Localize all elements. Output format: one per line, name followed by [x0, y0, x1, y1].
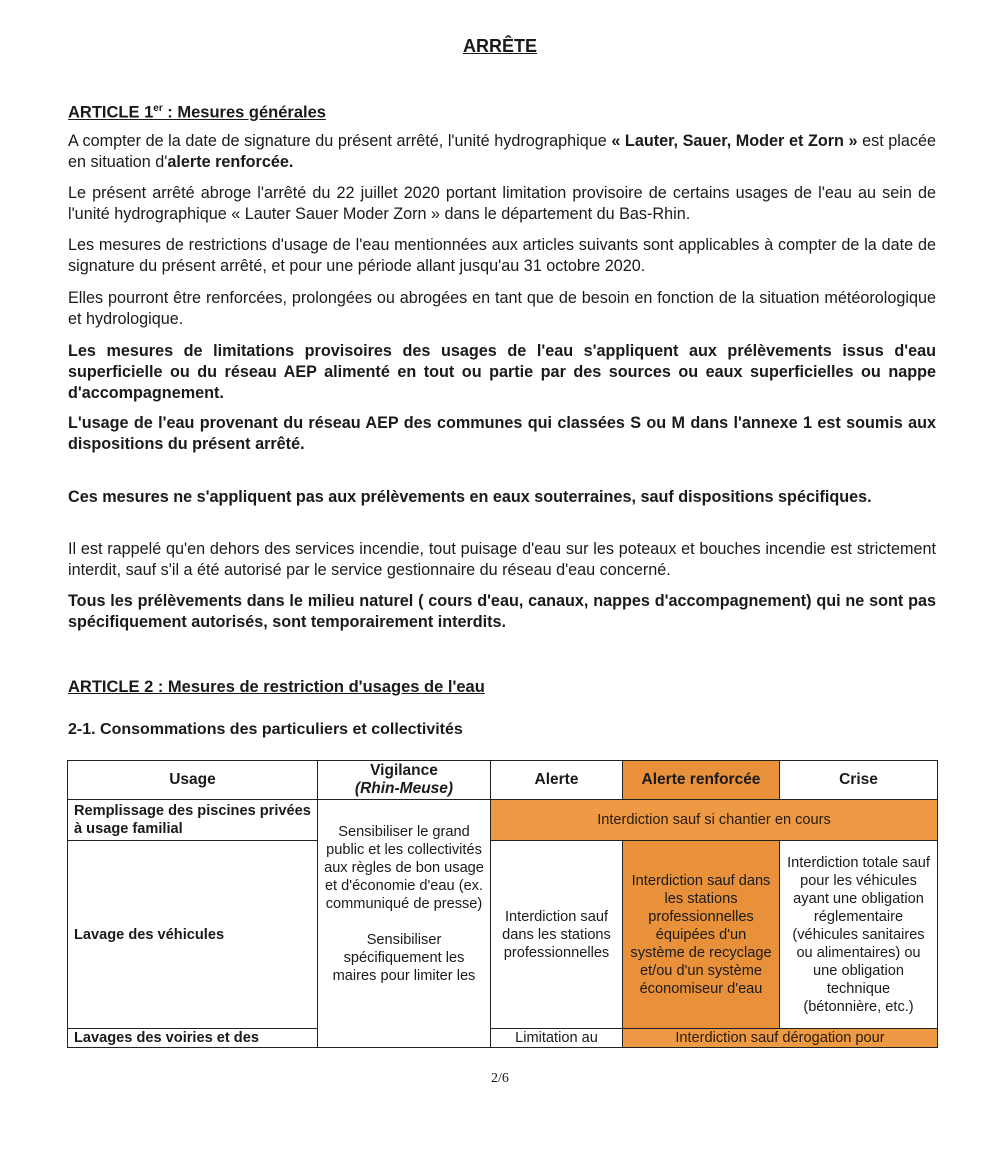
- table-row: [68, 841, 938, 1029]
- page-number: 2/6: [491, 1071, 509, 1086]
- article-1-paragraph-9: Tous les prélèvements dans le milieu naturel ( cours d'eau, canaux, nappes d'accompagnement) qui ne sont pas spécifiquement autorisés, sont temporairement interdits.: [68, 592, 936, 631]
- page-title: ARRÊTE: [462, 36, 537, 56]
- restriction-table: [67, 760, 938, 1048]
- row-vehicules-alerte: Interdiction sauf dans les stations professionnelles: [491, 841, 623, 1029]
- header-vigilance: [318, 761, 491, 800]
- header-alerte-renforcee: Alerte renforcée: [623, 761, 780, 800]
- p1-text-c: est placée en situation d': [68, 132, 937, 171]
- p1-unit-name: « Lauter, Sauer, Moder et Zorn »: [611, 132, 858, 150]
- article-1-paragraph-6: L'usage de l'eau provenant du réseau AEP des communes qui classées S ou M dans l'annexe 1 est soumis aux dispositions du présent arrêté.: [68, 414, 936, 453]
- header-vigilance-label: Vigilance: [370, 762, 438, 779]
- article-1-paragraph-7: Ces mesures ne s'appliquent pas aux prélèvements en eaux souterraines, sauf dispositions spécifiques.: [68, 488, 872, 506]
- row-vehicules-alerte-renforcee: [623, 841, 780, 1029]
- table-row: [68, 1029, 938, 1048]
- p1-text-a: A compter de la date de signature du présent arrêté, l'unité hydrographique: [68, 132, 612, 150]
- article-2-heading: ARTICLE 2 : Mesures de restriction d'usages de l'eau: [68, 678, 485, 696]
- table-header-row: [68, 761, 938, 800]
- article-2-subheading: 2-1. Consommations des particuliers et collectivités: [68, 721, 463, 738]
- row-usage-vehicules: Lavage des véhicules: [68, 841, 318, 1029]
- article-1-paragraph-4: Elles pourront être renforcées, prolongées ou abrogées en tant que de besoin en fonction de la situation météorologique et hydrologique.: [68, 289, 936, 328]
- article-1-paragraph-3: Les mesures de restrictions d'usage de l'eau mentionnées aux articles suivants sont applicables à compter de la date de signature du présent arrêté, et pour une période allant jusqu'au 31 octobre 2020.: [68, 236, 936, 275]
- vigilance-text-2: Sensibiliser spécifiquement les maires pour limiter les: [332, 932, 476, 984]
- article-1-heading-number: ARTICLE 1: [68, 103, 154, 122]
- article-1-heading-title: : Mesures générales: [162, 103, 326, 122]
- row-vehicules-crise: Interdiction totale sauf pour les véhicules ayant une obligation réglementaire (véhicules sanitaires ou alimentaires) ou une obligation technique (bétonnière, etc.): [780, 841, 938, 1029]
- header-alerte: Alerte: [491, 761, 623, 800]
- p1-alert-level: alerte renforcée.: [167, 153, 294, 171]
- row-voiries-restriction: Interdiction sauf dérogation pour: [623, 1029, 938, 1048]
- row-usage-piscines: Remplissage des piscines privées à usage familial: [68, 800, 318, 841]
- header-usage: Usage: [68, 761, 318, 800]
- article-1-paragraph-5: Les mesures de limitations provisoires des usages de l'eau s'appliquent aux prélèvements issus d'eau superficielle ou du réseau AEP alimenté en tout ou partie par des sources ou eaux superficielles ou nappe d'accompagnement.: [68, 342, 936, 402]
- vehicules-ar-text: Interdiction sauf dans les stations professionnelles équipées d'un système de recyclage et/ou d'un système économiseur d'eau: [630, 872, 772, 997]
- header-crise: Crise: [780, 761, 938, 800]
- row-usage-voiries: Lavages des voiries et des: [68, 1029, 318, 1048]
- vigilance-cell: [318, 800, 491, 1048]
- article-1-paragraph-8: Il est rappelé qu'en dehors des services incendie, tout puisage d'eau sur les poteaux et bouches incendie est strictement interdit, sauf s'il a été autorisé par le service gestionnaire du réseau d'eau concerné.: [68, 540, 936, 579]
- row-voiries-alerte: Limitation au: [491, 1029, 623, 1048]
- header-vigilance-sub: (Rhin-Meuse): [354, 780, 454, 797]
- article-1-heading-sup: er: [153, 103, 163, 114]
- article-1-heading: [68, 98, 326, 124]
- table-row: [68, 800, 938, 841]
- article-1-paragraph-2: Le présent arrêté abroge l'arrêté du 22 juillet 2020 portant limitation provisoire de certains usages de l'eau au sein de l'unité hydrographique « Lauter Sauer Moder Zorn » dans le département du Bas-Rhin.: [68, 184, 936, 223]
- vigilance-text-1: Sensibiliser le grand public et les collectivités aux règles de bon usage et d'économie d'eau (ex. communiqué de presse): [324, 824, 484, 912]
- article-1-paragraph-1: [68, 131, 936, 173]
- row-piscines-restriction: Interdiction sauf si chantier en cours: [491, 800, 938, 841]
